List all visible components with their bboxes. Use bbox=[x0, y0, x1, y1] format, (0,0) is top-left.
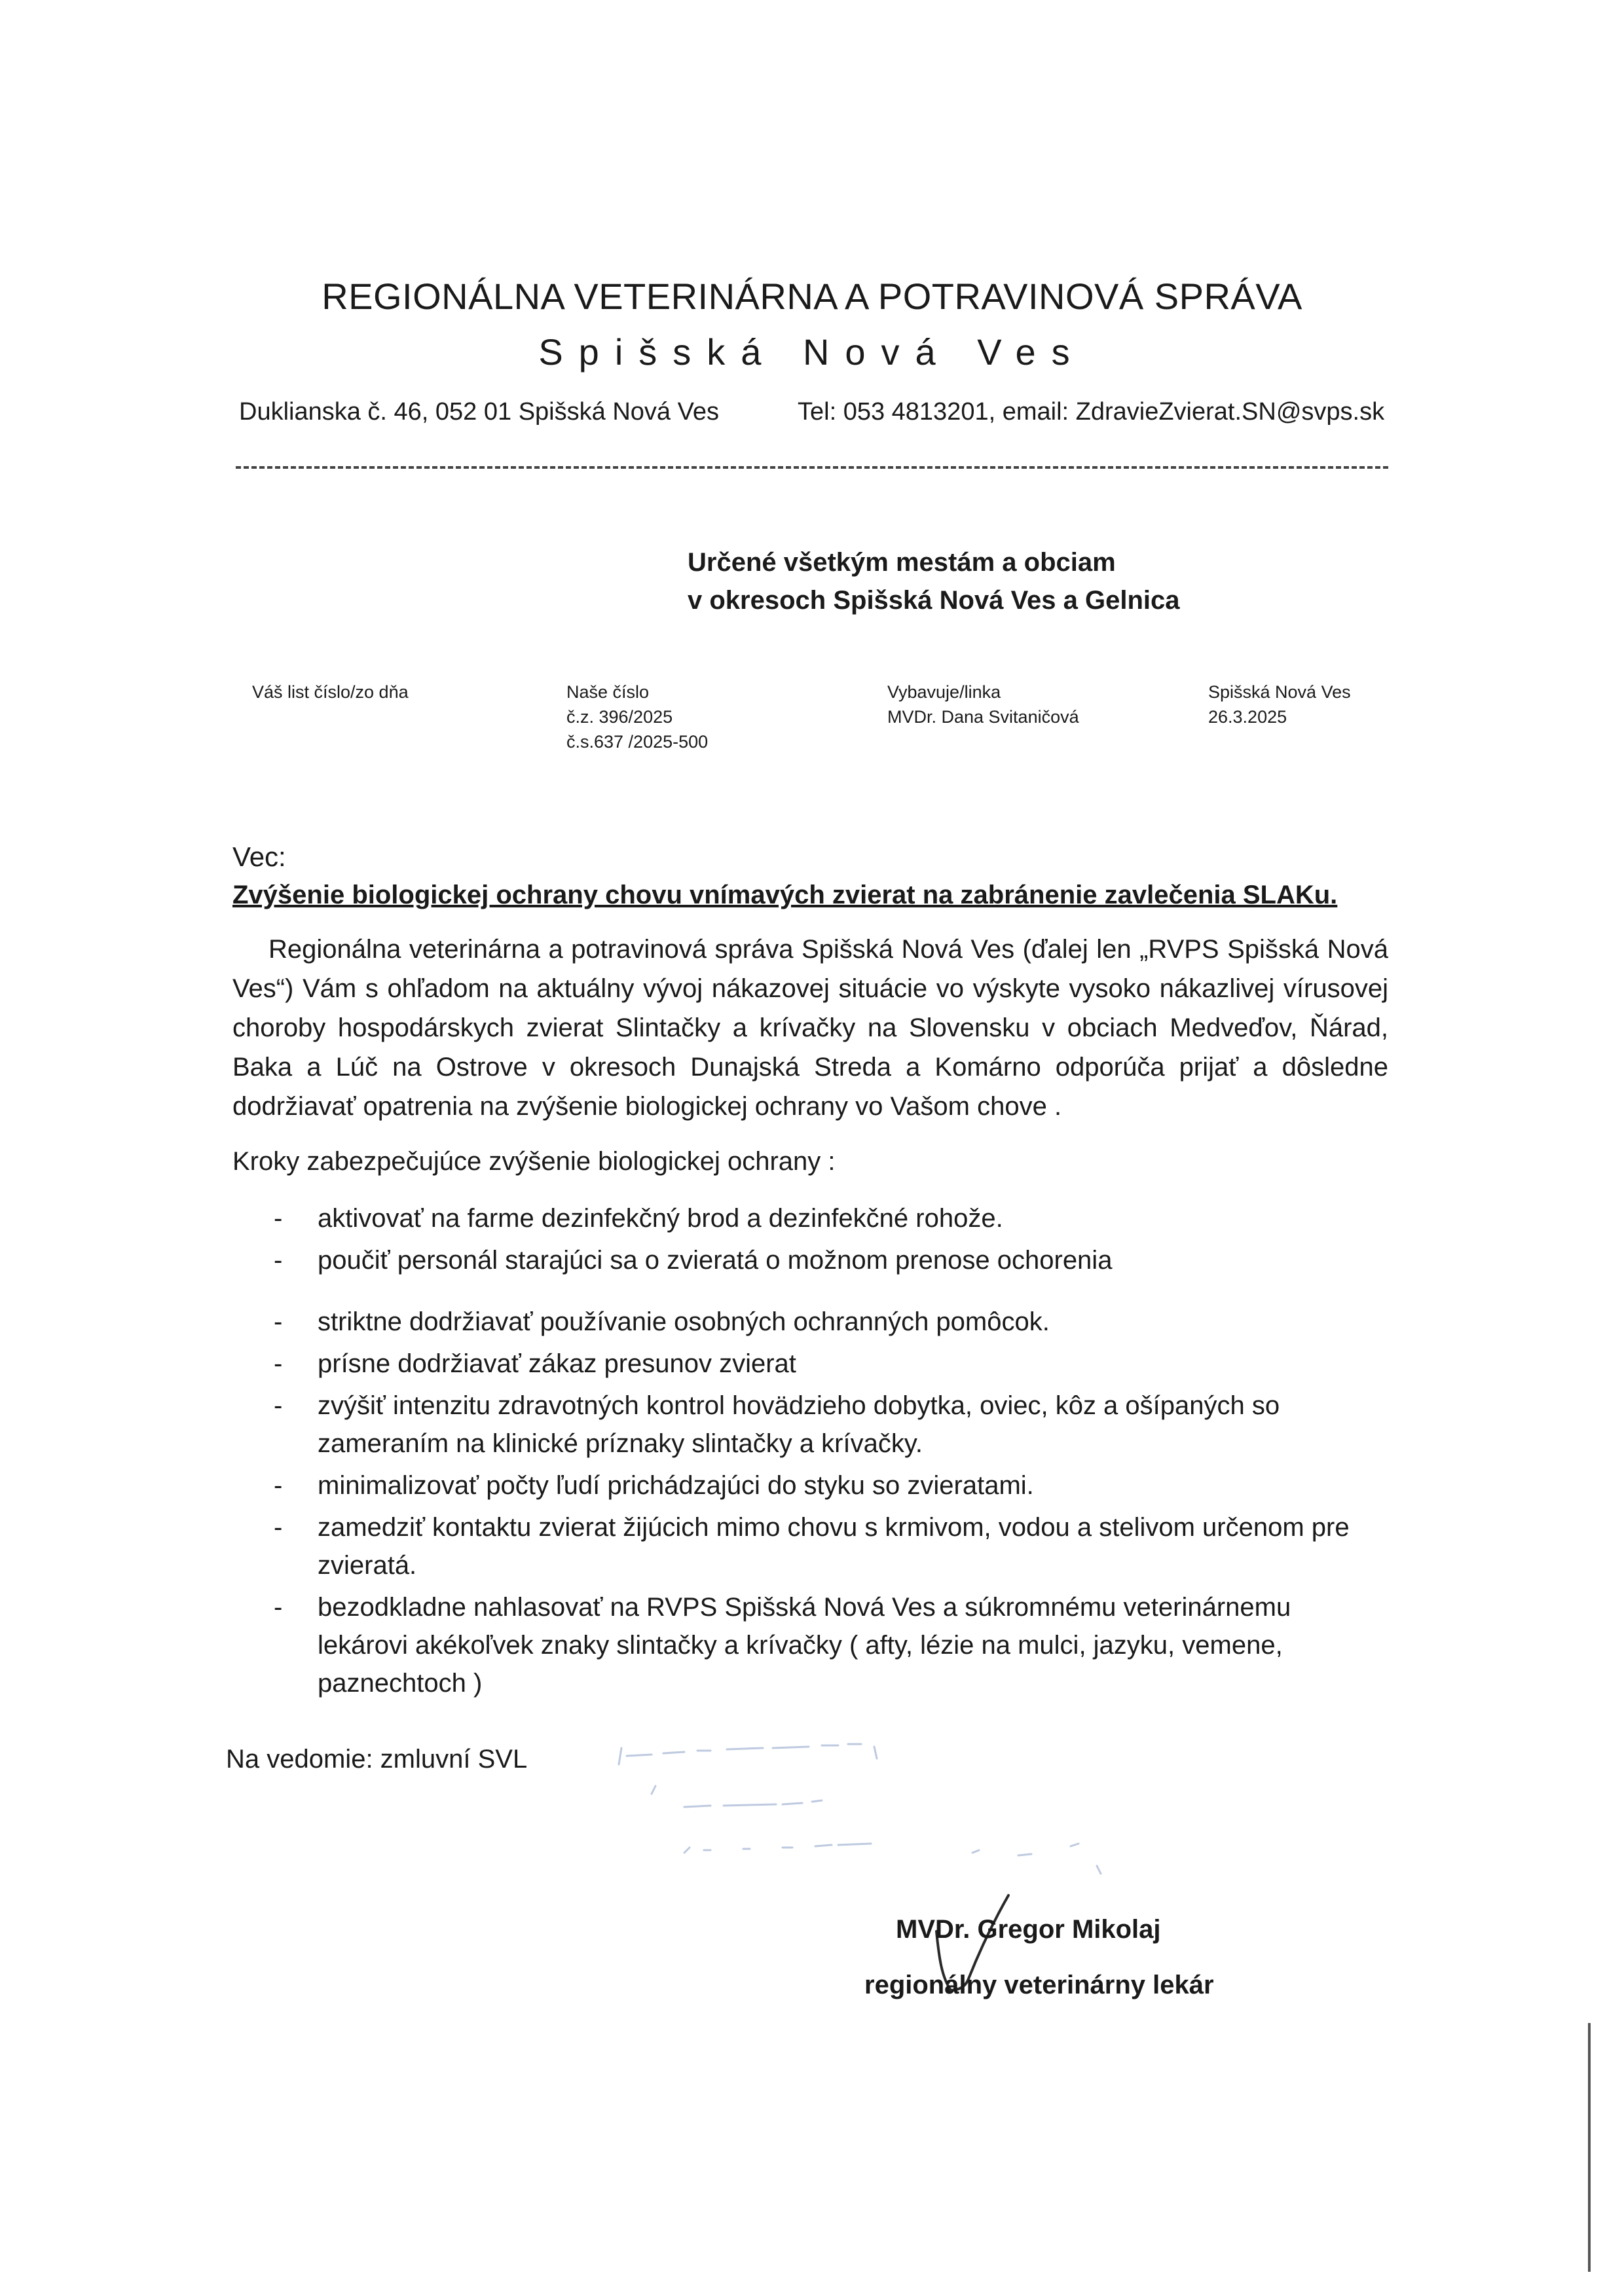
steps-intro: Kroky zabezpečujúce zvýšenie biologickej ochrany : bbox=[232, 1147, 836, 1176]
scan-edge-mark bbox=[1588, 2023, 1591, 2272]
meta-place: Spišská Nová Ves bbox=[1208, 682, 1351, 702]
list-item: - aktivovať na farme dezinfekčný brod a dezinfekčné rohože. bbox=[262, 1199, 1388, 1237]
meta-place-date bbox=[1208, 680, 1351, 729]
our-number-cs: č.s.637 /2025-500 bbox=[566, 732, 709, 752]
meta-handler bbox=[887, 680, 1079, 729]
subject-label: Vec: bbox=[232, 841, 286, 872]
organization-city: Spišská Nová Ves bbox=[538, 331, 1086, 373]
header-divider bbox=[236, 466, 1388, 469]
faded-stamp-icon bbox=[612, 1728, 1136, 1879]
measures-list bbox=[262, 1199, 1388, 1706]
your-letter-label: Váš list číslo/zo dňa bbox=[252, 682, 409, 702]
body-paragraph: Regionálna veterinárna a potravinová správa Spišská Nová Ves (ďalej len „RVPS Spišská Nová Ves“) Vám s ohľadom na aktuálny vývoj nákazovej situácie vo výskyte vysoko nákazlivej vírusovej choroby hospodárskych zvierat Slintačky a krívačky na Slovensku v obciach Medveďov, Ňárad, Baka a Lúč na Ostrove v okresoch Dunajská Streda a Komárno odporúča prijať a dôsledne dodržiavať opatrenia na zvýšenie biologickej ochrany vo Vašom chove . bbox=[232, 935, 1388, 1121]
meta-our-number bbox=[566, 680, 708, 754]
list-item: - striktne dodržiavať používanie osobných ochranných pomôcok. bbox=[262, 1303, 1388, 1341]
organization-contact: Tel: 053 4813201, email: ZdravieZvierat.SN@svps.sk bbox=[798, 398, 1385, 426]
list-item: - poučiť personál starajúci sa o zvieratá o možnom prenose ochorenia bbox=[262, 1241, 1388, 1279]
meta-your-letter bbox=[252, 680, 409, 704]
signatory-name: MVDr. Gregor Mikolaj bbox=[896, 1915, 1161, 1944]
recipient-block bbox=[688, 543, 1180, 619]
handler-name: MVDr. Dana Svitaničová bbox=[887, 707, 1079, 727]
handler-label: Vybavuje/linka bbox=[887, 682, 1001, 702]
list-item: - zamedziť kontaktu zvierat žijúcich mimo chovu s krmivom, vodou a stelivom určenom pre zvieratá. bbox=[262, 1508, 1388, 1584]
cc-line: Na vedomie: zmluvní SVL bbox=[226, 1745, 528, 1774]
list-item: - prísne dodržiavať zákaz presunov zvierat bbox=[262, 1345, 1388, 1383]
list-item: - zvýšiť intenzitu zdravotných kontrol hovädzieho dobytka, oviec, kôz a ošípaných so zameraním na klinické príznaky slintačky a krívačky. bbox=[262, 1387, 1388, 1463]
meta-date: 26.3.2025 bbox=[1208, 707, 1287, 727]
list-item: - minimalizovať počty ľudí prichádzajúci do styku so zvieratami. bbox=[262, 1467, 1388, 1504]
list-item: - bezodkladne nahlasovať na RVPS Spišská Nová Ves a súkromnému veterinárnemu lekárovi akékoľvek znaky slintačky a krívačky ( afty, lézie na mulci, jazyku, vemene, paznechtoch ) bbox=[262, 1588, 1388, 1702]
our-number-cz: č.z. 396/2025 bbox=[566, 707, 673, 727]
subject-text: Zvýšenie biologickej ochrany chovu vnímavých zvierat na zabránenie zavlečenia SLAKu. bbox=[232, 881, 1338, 909]
recipient-line-2: v okresoch Spišská Nová Ves a Gelnica bbox=[688, 586, 1180, 615]
signatory-title: regionálny veterinárny lekár bbox=[864, 1971, 1214, 1999]
recipient-line-1: Určené všetkým mestám a obciam bbox=[688, 548, 1116, 577]
organization-address: Duklianska č. 46, 052 01 Spišská Nová Ves bbox=[239, 398, 719, 426]
organization-name: REGIONÁLNA VETERINÁRNA A POTRAVINOVÁ SPRÁVA bbox=[322, 276, 1302, 317]
our-number-label: Naše číslo bbox=[566, 682, 650, 702]
